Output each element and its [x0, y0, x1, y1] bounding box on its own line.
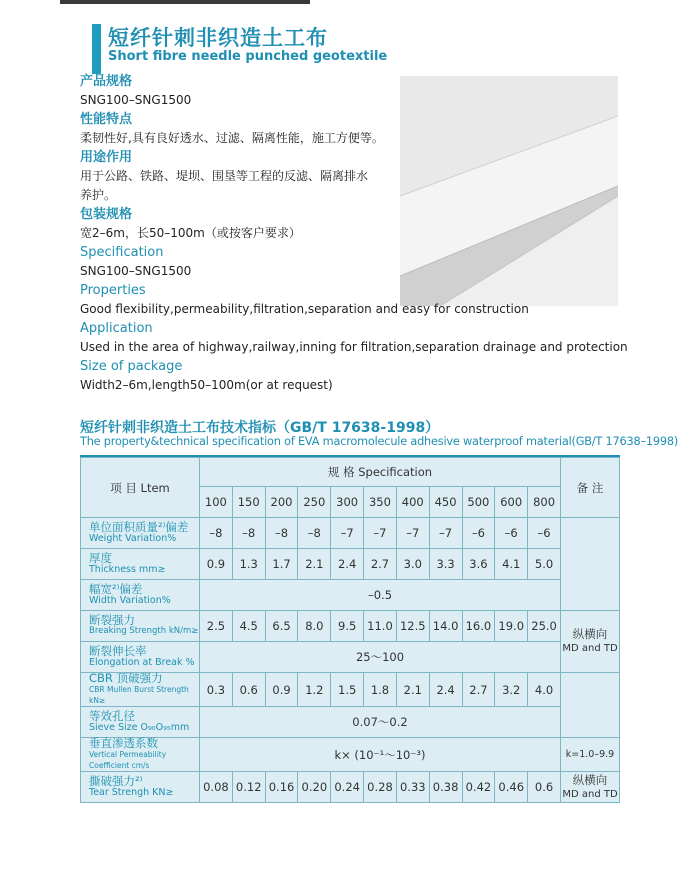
info-text: 用于公路、铁路、堤坝、围垦等工程的反滤、隔离排水: [80, 169, 369, 183]
row-label: [81, 772, 200, 803]
value-cell: –6: [495, 518, 528, 549]
spec-table: [80, 457, 620, 803]
info-heading: 性能特点: [80, 112, 133, 127]
value-cell: –8: [232, 518, 265, 549]
row-label-cn: 断裂伸长率: [89, 644, 147, 658]
value-cell: 0.6: [528, 772, 561, 803]
table-row: [81, 518, 620, 549]
row-label-cn: CBR 顶破强力: [89, 671, 163, 685]
table-subtitle: The property&technical specification of EVA macromolecule adhesive waterproof material(GB/T 17638–1998): [80, 435, 679, 448]
value-cell: 0.42: [462, 772, 495, 803]
value-cell: 0.9: [200, 549, 233, 580]
row-label: [81, 580, 200, 611]
table-row: [81, 673, 620, 707]
value-cell: 0.28: [364, 772, 397, 803]
value-cell: 0.20: [298, 772, 331, 803]
table-title: 短纤针刺非织造土工布技术指标（GB/T 17638-1998）: [80, 420, 440, 436]
spec-cell: 400: [396, 487, 429, 518]
spec-cell: 600: [495, 487, 528, 518]
row-label-cn: 等效孔径: [89, 709, 135, 723]
info-text: SNG100–SNG1500: [80, 93, 192, 107]
row-label-cn: 幅宽²⁾偏差: [89, 582, 143, 596]
info-heading: 产品规格: [80, 74, 133, 89]
value-cell: –8: [200, 518, 233, 549]
row-label-en: Sieve Size O₉₀O₉₅mm: [89, 722, 190, 733]
info-heading: Application: [80, 321, 153, 336]
value-cell: 0.6: [232, 673, 265, 707]
spec-cell: 800: [528, 487, 561, 518]
info-text: 宽2–6m，长50–100m（或按客户要求）: [80, 226, 301, 240]
info-text: Good flexibility,permeability,filtration,separation and easy for construction: [80, 302, 529, 316]
value-cell: 0.24: [331, 772, 364, 803]
value-cell: 0.08: [200, 772, 233, 803]
info-heading: Properties: [80, 283, 146, 298]
value-cell: –7: [396, 518, 429, 549]
row-label: [81, 518, 200, 549]
merged-value-cell: 0.07～0.2: [200, 707, 561, 738]
spec-cell: 150: [232, 487, 265, 518]
value-cell: 2.4: [429, 673, 462, 707]
table-row: [81, 611, 620, 642]
row-label-cn: 垂直渗透系数: [89, 736, 158, 750]
page-title: 短纤针刺非织造土工布: [108, 26, 328, 50]
value-cell: 3.0: [396, 549, 429, 580]
row-label-cn: 断裂强力: [89, 613, 135, 627]
page-subtitle: Short fibre needle punched geotextile: [108, 49, 388, 64]
value-cell: 6.5: [265, 611, 298, 642]
value-cell: 19.0: [495, 611, 528, 642]
table-row: [81, 642, 620, 673]
row-label: [81, 673, 200, 707]
row-label-en: Weight Variation%: [89, 533, 177, 544]
value-cell: –6: [528, 518, 561, 549]
value-cell: 2.4: [331, 549, 364, 580]
value-cell: 1.3: [232, 549, 265, 580]
row-label-en: Tear Strengh KN≥: [89, 787, 174, 798]
value-cell: 1.7: [265, 549, 298, 580]
spec-header: 规 格 Specification: [200, 458, 561, 487]
row-label-en: Width Variation%: [89, 595, 171, 606]
row-label-cn: 单位面积质量²⁾偏差: [89, 520, 189, 534]
row-label-cn: 厚度: [89, 551, 112, 565]
value-cell: –8: [265, 518, 298, 549]
value-cell: 25.0: [528, 611, 561, 642]
note-en: MD and TD: [562, 788, 618, 800]
merged-value-cell: –0.5: [200, 580, 561, 611]
value-cell: 8.0: [298, 611, 331, 642]
merged-value-cell: 25～100: [200, 642, 561, 673]
info-text: 养护。: [80, 188, 117, 202]
value-cell: 12.5: [396, 611, 429, 642]
note-en: MD and TD: [562, 643, 618, 654]
spec-cell: 100: [200, 487, 233, 518]
merged-value-cell: k× (10⁻¹～10⁻³): [200, 738, 561, 772]
note-cell-strength: [561, 611, 620, 673]
row-label-en: CBR Mullen Burst Strength kN≥: [89, 685, 189, 705]
value-cell: 1.5: [331, 673, 364, 707]
value-cell: 0.33: [396, 772, 429, 803]
spec-cell: 350: [364, 487, 397, 518]
row-label: [81, 549, 200, 580]
value-cell: 4.1: [495, 549, 528, 580]
value-cell: –7: [364, 518, 397, 549]
spec-cell: 200: [265, 487, 298, 518]
value-cell: 3.3: [429, 549, 462, 580]
item-header: 项 目 Ltem: [81, 458, 200, 518]
title-accent-bar: [92, 24, 101, 74]
row-label: [81, 611, 200, 642]
value-cell: 3.6: [462, 549, 495, 580]
spec-cell: 500: [462, 487, 495, 518]
info-text: 柔韧性好,具有良好透水、过滤、隔离性能，施工方便等。: [80, 131, 384, 145]
value-cell: 0.46: [495, 772, 528, 803]
value-cell: –8: [298, 518, 331, 549]
row-label-en: Vertical Permeability Coefficient cm/s: [89, 750, 167, 770]
value-cell: 3.2: [495, 673, 528, 707]
table-row: [81, 738, 620, 772]
value-cell: 2.7: [462, 673, 495, 707]
table-row: [81, 707, 620, 738]
table-row: [81, 549, 620, 580]
value-cell: 2.7: [364, 549, 397, 580]
value-cell: –6: [462, 518, 495, 549]
value-cell: 5.0: [528, 549, 561, 580]
note-header: 备 注: [561, 458, 620, 518]
top-decoration-strip: [60, 0, 310, 4]
product-info: [80, 72, 640, 395]
value-cell: 1.2: [298, 673, 331, 707]
info-heading: Size of package: [80, 359, 183, 374]
info-text: Width2–6m,length50–100m(or at request): [80, 378, 333, 392]
value-cell: 0.9: [265, 673, 298, 707]
note-cn: 纵横向: [572, 627, 608, 641]
value-cell: 0.12: [232, 772, 265, 803]
value-cell: –7: [331, 518, 364, 549]
row-label-en: Elongation at Break %: [89, 657, 195, 668]
row-label-en: Thickness mm≥: [89, 564, 166, 575]
row-label: [81, 707, 200, 738]
info-heading: 包装规格: [80, 207, 133, 222]
row-label-cn: 撕破强力²⁾: [89, 774, 143, 788]
note-cell-empty: [561, 673, 620, 738]
info-text: Used in the area of highway,railway,inning for filtration,separation drainage and protection: [80, 340, 628, 354]
value-cell: 16.0: [462, 611, 495, 642]
value-cell: 4.0: [528, 673, 561, 707]
value-cell: 2.1: [298, 549, 331, 580]
row-label: [81, 642, 200, 673]
info-text: SNG100–SNG1500: [80, 264, 192, 278]
info-heading: 用途作用: [80, 150, 133, 165]
value-cell: –7: [429, 518, 462, 549]
note-cell-empty: [561, 518, 620, 611]
note-cell-permeability: k=1.0–9.9: [561, 738, 620, 772]
value-cell: 4.5: [232, 611, 265, 642]
spec-cell: 300: [331, 487, 364, 518]
value-cell: 14.0: [429, 611, 462, 642]
value-cell: 1.8: [364, 673, 397, 707]
row-label-en: Breaking Strength kN/m≥: [89, 626, 199, 636]
table-header-row: [81, 458, 620, 487]
value-cell: 9.5: [331, 611, 364, 642]
spec-cell: 250: [298, 487, 331, 518]
note-cell-tear: [561, 772, 620, 803]
note-cn: 纵横向: [572, 772, 608, 787]
value-cell: 2.1: [396, 673, 429, 707]
value-cell: 0.3: [200, 673, 233, 707]
row-label: [81, 738, 200, 772]
table-row: [81, 772, 620, 803]
value-cell: 11.0: [364, 611, 397, 642]
value-cell: 0.38: [429, 772, 462, 803]
info-heading: Specification: [80, 245, 164, 260]
value-cell: 2.5: [200, 611, 233, 642]
value-cell: 0.16: [265, 772, 298, 803]
table-row: [81, 580, 620, 611]
spec-cell: 450: [429, 487, 462, 518]
